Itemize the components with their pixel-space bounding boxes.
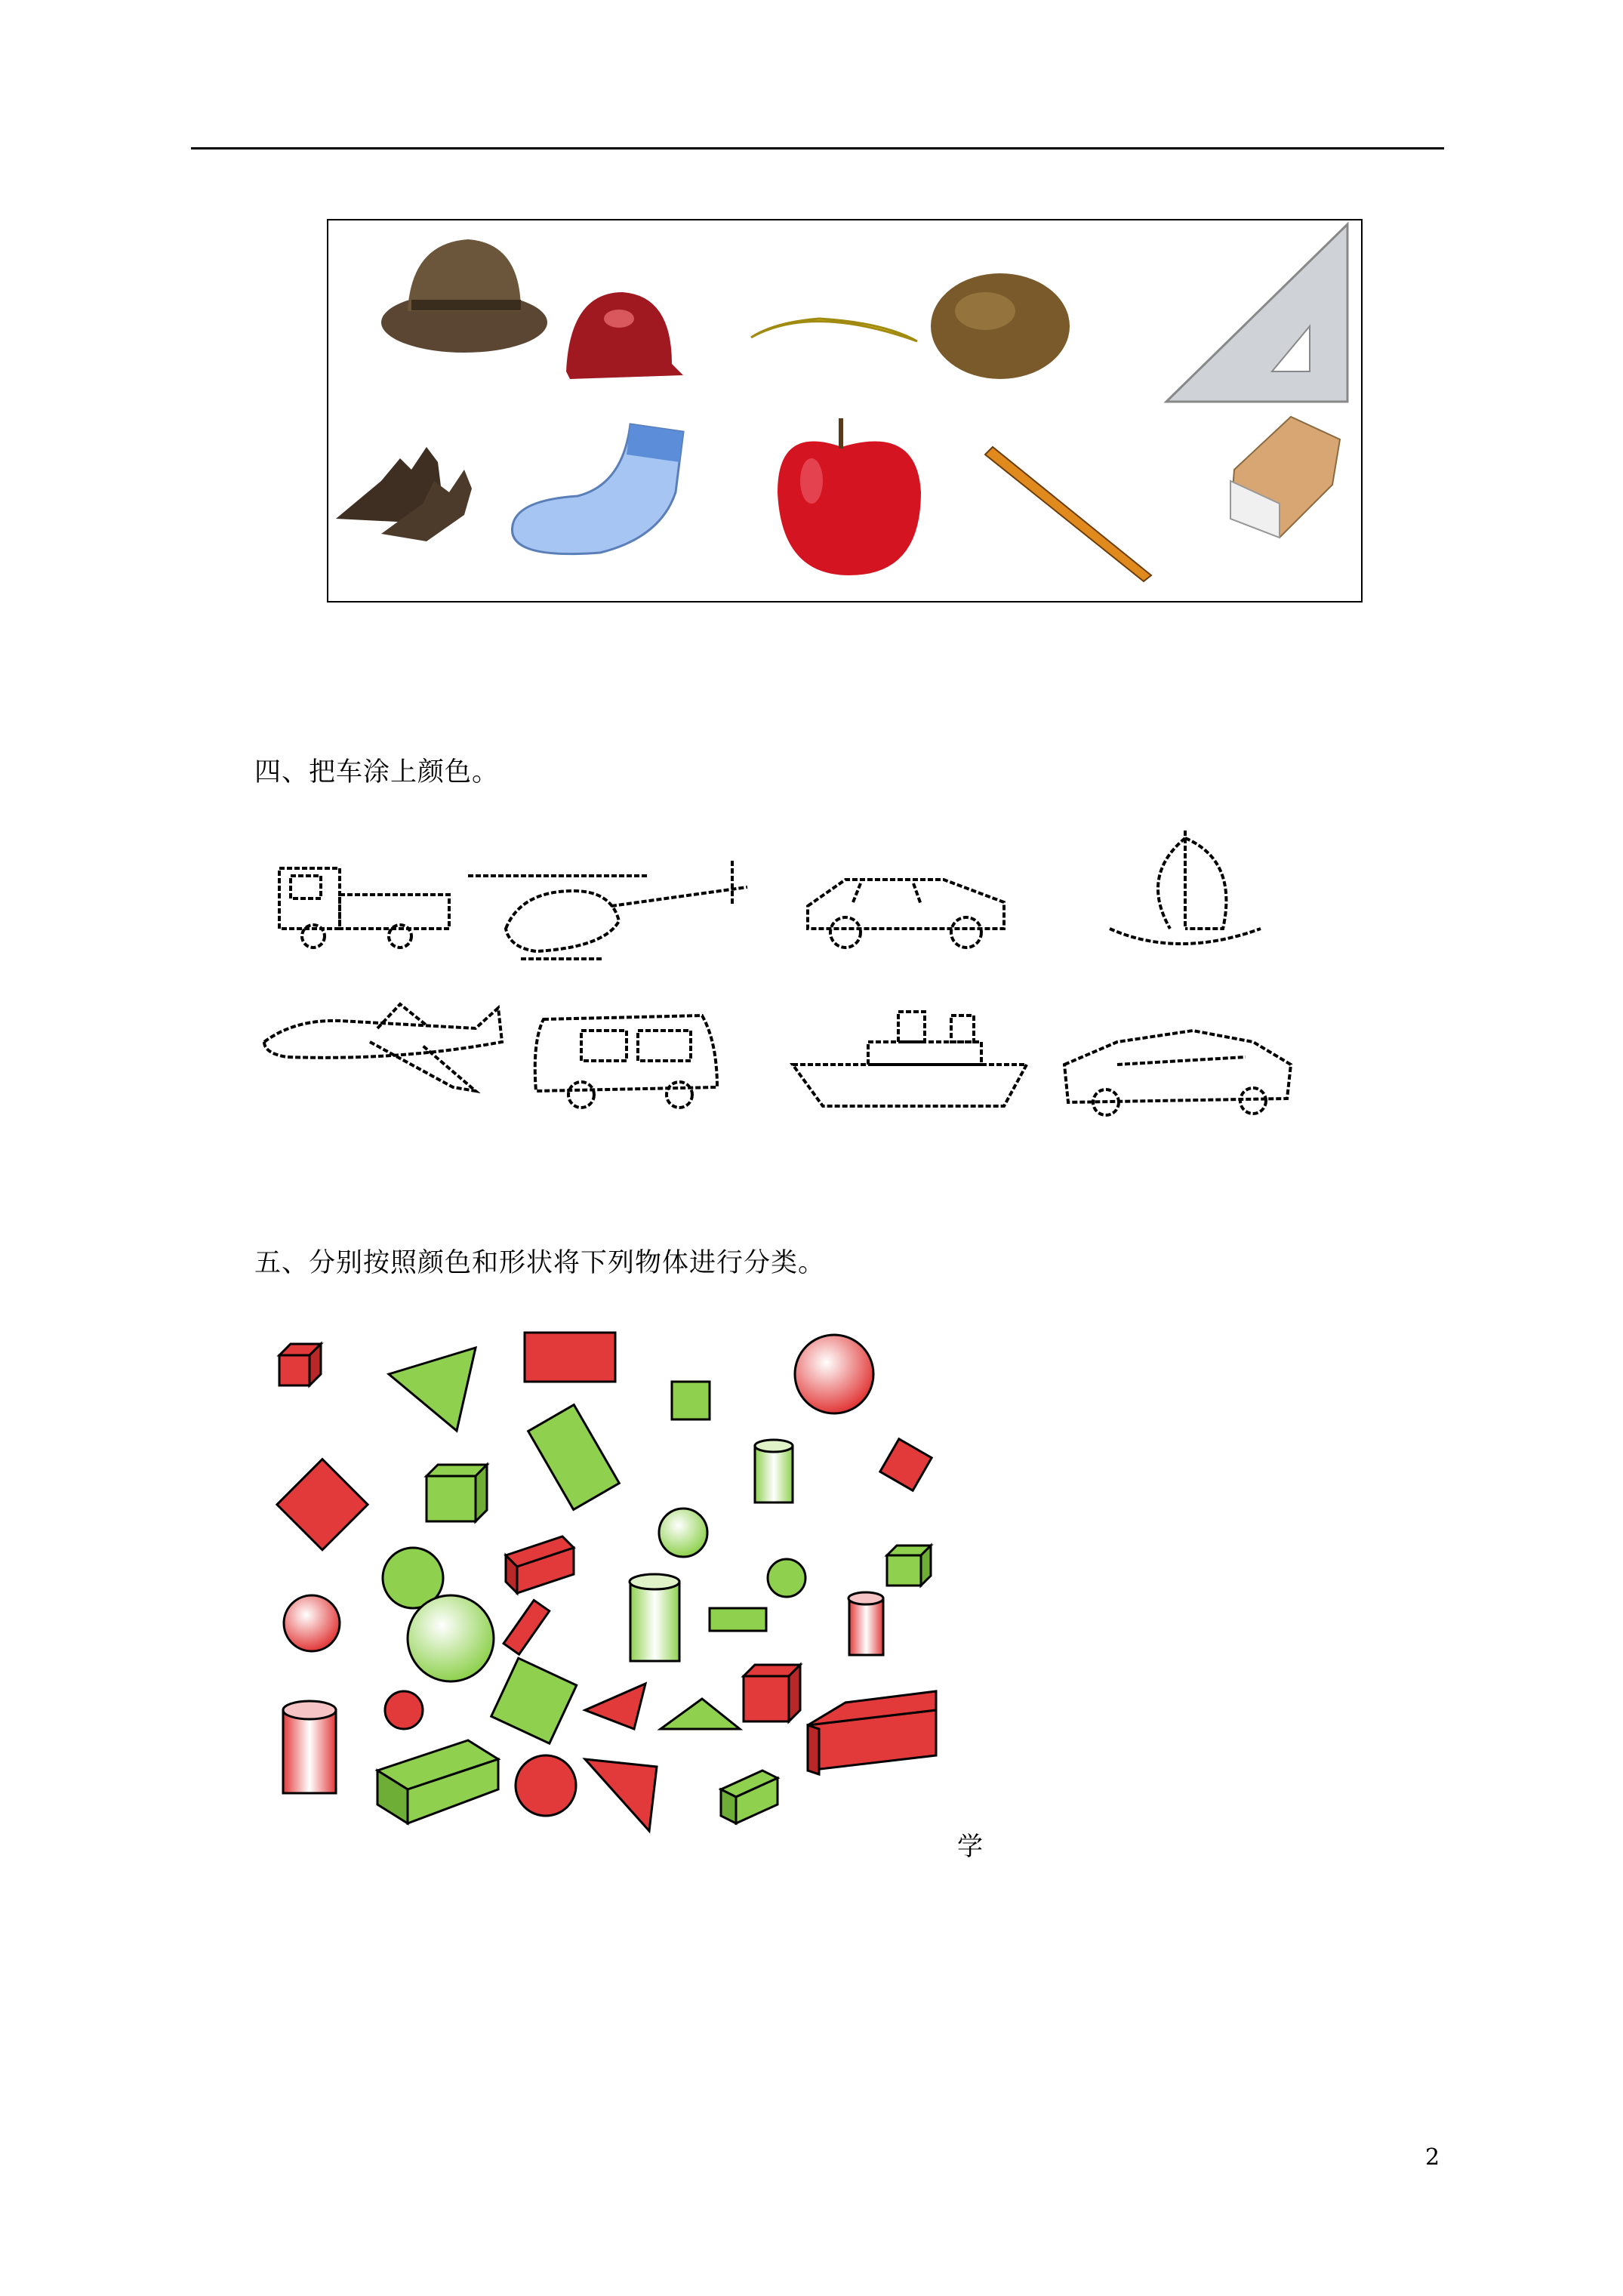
set-square-image: [1166, 224, 1347, 402]
pencil-image: [985, 447, 1151, 581]
red-rectangle: [525, 1333, 615, 1382]
car-outline: [808, 880, 1004, 948]
green-cube: [427, 1465, 487, 1521]
ship-outline: [793, 1012, 1027, 1106]
green-square-rotated: [491, 1658, 577, 1743]
red-box: [506, 1536, 574, 1593]
section-5-title: 五、分别按照颜色和形状将下列物体进行分类。: [254, 1248, 826, 1278]
truck-outline: [279, 868, 449, 948]
green-box-small: [721, 1771, 778, 1823]
page-number: 2: [1425, 2144, 1440, 2171]
apple-image: [778, 418, 921, 575]
green-triangle-small: [661, 1699, 740, 1729]
header-rule: [191, 147, 1444, 149]
green-square: [672, 1382, 710, 1419]
red-sphere: [795, 1335, 873, 1413]
red-box-large: [808, 1691, 936, 1774]
green-sphere: [408, 1595, 494, 1681]
red-diamond: [277, 1459, 368, 1550]
van-outline: [535, 1015, 717, 1108]
helicopter-outline: [468, 861, 747, 959]
green-circle-small: [768, 1559, 805, 1597]
banana-image: [751, 319, 917, 341]
airplane-outline: [264, 1004, 502, 1091]
vehicle-outlines: [249, 815, 1321, 1133]
red-circle-small: [385, 1691, 423, 1729]
green-cylinder-large: [630, 1574, 679, 1661]
gloves-image: [336, 447, 472, 541]
green-rectangle: [528, 1405, 620, 1510]
red-triangle: [585, 1759, 657, 1831]
stray-character: 学: [957, 1832, 983, 1862]
red-diamond-small: [880, 1439, 932, 1490]
sock-image: [512, 424, 683, 554]
kiwi-image: [931, 273, 1070, 379]
green-sphere-small: [659, 1509, 707, 1557]
green-cylinder: [755, 1440, 793, 1502]
red-circle: [516, 1755, 576, 1816]
hat-image: [381, 239, 547, 353]
red-triangle-small: [585, 1684, 645, 1729]
red-cube-medium: [744, 1665, 800, 1721]
section-4-title: 四、把车涂上颜色。: [254, 757, 500, 787]
helmet-image: [566, 292, 683, 379]
green-triangle: [389, 1348, 476, 1431]
sailboat-outline: [1110, 831, 1261, 944]
sports-car-outline: [1064, 1031, 1291, 1115]
eraser-image: [1230, 417, 1340, 538]
red-sphere-small: [284, 1595, 340, 1651]
green-box-large: [377, 1740, 498, 1823]
shapes-classification-figure: [272, 1318, 951, 1854]
red-cylinder: [283, 1701, 336, 1793]
red-bar: [504, 1600, 550, 1654]
red-cube: [279, 1344, 321, 1385]
green-cube-small: [887, 1546, 931, 1586]
green-small-rectangle: [710, 1608, 766, 1631]
object-picture-box: [327, 219, 1363, 603]
red-cylinder-small: [848, 1592, 883, 1655]
